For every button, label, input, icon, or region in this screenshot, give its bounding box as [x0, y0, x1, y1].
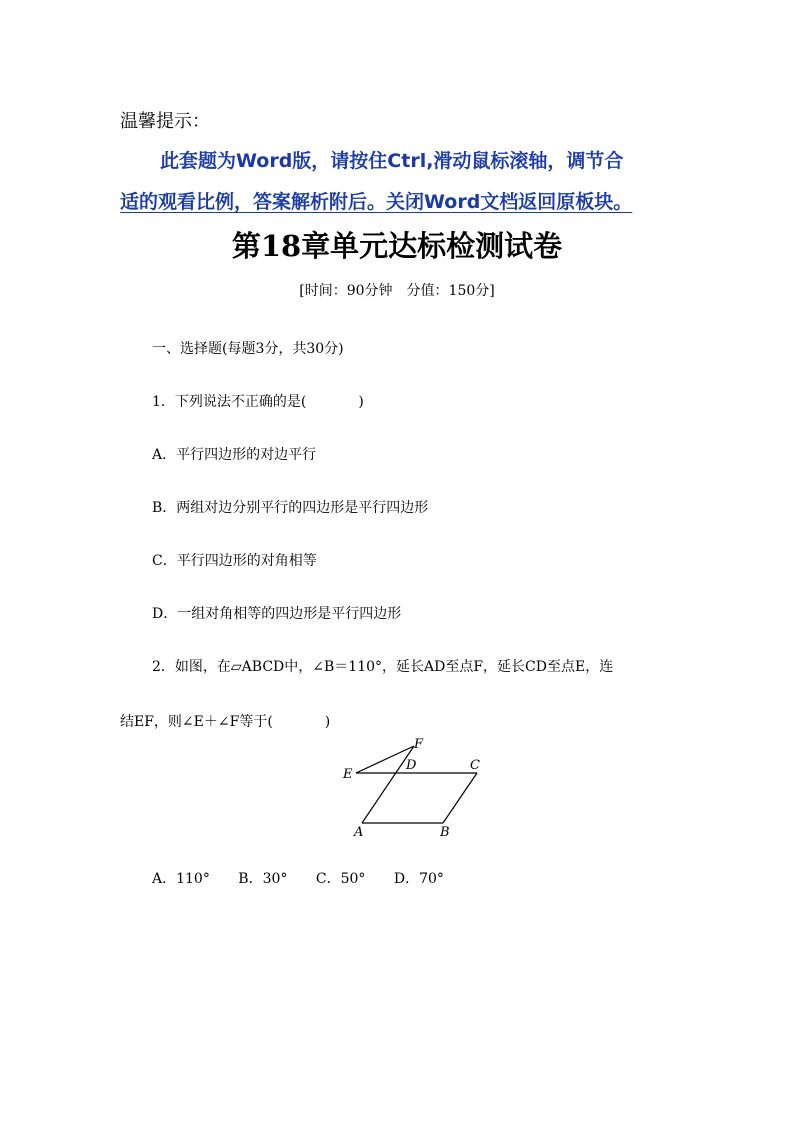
label-f: F — [414, 737, 424, 752]
question-2-option-d: D．70° — [393, 871, 444, 887]
label-c: C — [470, 758, 480, 773]
tip-line-1: 此套题为Word版，请按住Ctrl,滑动鼠标滚轴，调节合 — [160, 150, 624, 172]
question-2-line-1: 2．如图，在▱ABCD中，∠B＝110°，延长AD至点F，延长CD至点E，连 — [152, 659, 614, 675]
question-2-options — [152, 868, 468, 888]
question-1-option-c: C．平行四边形的对角相等 — [152, 553, 317, 569]
parallelogram-figure — [330, 735, 500, 845]
label-d: D — [406, 758, 417, 773]
question-2-option-a: A．110° — [152, 871, 210, 887]
question-2-close: ) — [324, 714, 331, 730]
question-1 — [152, 391, 364, 411]
question-1-option-d: D．一组对角相等的四边形是平行四边形 — [152, 606, 402, 622]
tip-line-2: 适的观看比例，答案解析附后。关闭Word文档返回原板块。 — [120, 191, 633, 213]
tip-title: 温馨提示： — [120, 111, 210, 132]
question-2-stem-end: 结EF，则∠E＋∠F等于( — [120, 714, 273, 730]
question-2-option-c: C．50° — [315, 871, 366, 887]
question-2-line-2 — [120, 711, 330, 731]
question-2-option-b: B．30° — [238, 871, 288, 887]
label-a: A — [354, 825, 364, 840]
page-title: 第18章单元达标检测试卷 — [231, 229, 563, 263]
question-1-option-a: A．平行四边形的对边平行 — [152, 447, 317, 463]
question-1-option-b: B．两组对边分别平行的四边形是平行四边形 — [152, 500, 429, 516]
question-1-close: ) — [358, 394, 364, 410]
section-heading: 一、选择题(每题3分，共30分) — [152, 341, 344, 357]
label-b: B — [440, 825, 450, 840]
label-e: E — [343, 767, 353, 782]
question-1-stem: 1．下列说法不正确的是( — [152, 394, 307, 410]
segment-bc — [443, 773, 477, 823]
exam-meta: [时间：90分钟 分值：150分] — [299, 283, 495, 299]
